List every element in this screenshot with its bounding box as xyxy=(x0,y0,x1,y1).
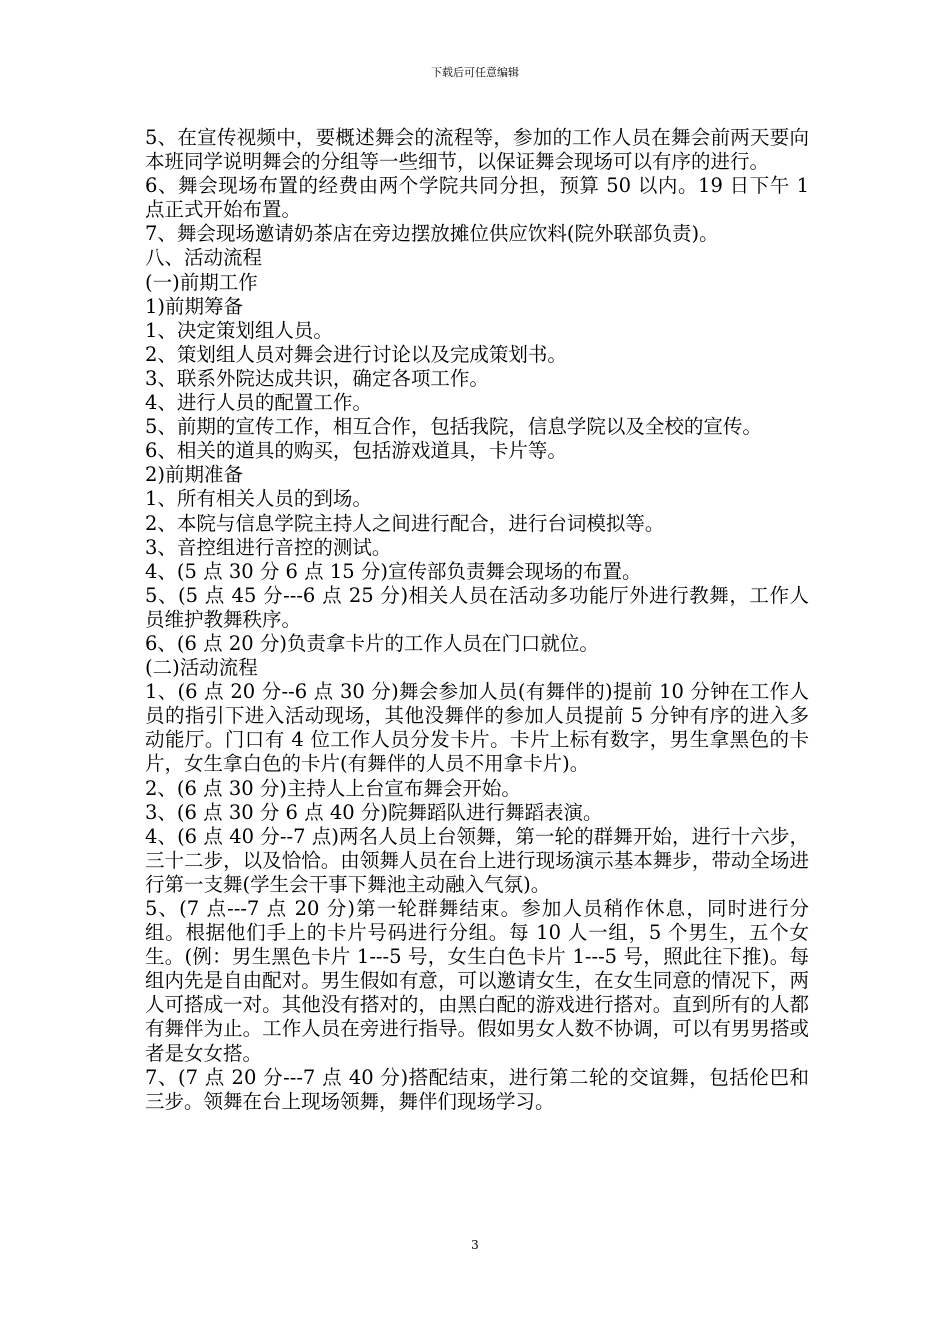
paragraph: 5、(5 点 45 分---6 点 25 分)相关人员在活动多功能厅外进行教舞，工作人员维护教舞秩序。 xyxy=(145,583,809,631)
paragraph: 7、(7 点 20 分---7 点 40 分)搭配结束，进行第二轮的交谊舞，包括伦巴和三步。领舞在台上现场领舞，舞伴们现场学习。 xyxy=(145,1065,809,1113)
page-number: 3 xyxy=(471,1238,479,1252)
section-heading: 八、活动流程 xyxy=(145,246,263,270)
paragraph: 5、前期的宣传工作，相互合作，包括我院，信息学院以及全校的宣传。 xyxy=(145,415,762,439)
paragraph: 3、联系外院达成共识，确定各项工作。 xyxy=(145,366,489,390)
document-body xyxy=(145,126,809,1114)
subsection-heading: (二)活动流程 xyxy=(145,656,258,680)
paragraph: 2、(6 点 30 分)主持人上台宣布舞会开始。 xyxy=(145,776,521,800)
paragraph: 2、本院与信息学院主持人之间进行配合，进行台词模拟等。 xyxy=(145,511,665,535)
paragraph: 5、在宣传视频中，要概述舞会的流程等，参加的工作人员在舞会前两天要向本班同学说明舞会的分组等一些细节，以保证舞会现场可以有序的进行。 xyxy=(145,126,809,174)
paragraph: 6、相关的道具的购买，包括游戏道具，卡片等。 xyxy=(145,439,567,463)
paragraph: 1、决定策划组人员。 xyxy=(145,318,333,342)
paragraph: 4、(5 点 30 分 6 点 15 分)宣传部负责舞会现场的布置。 xyxy=(145,559,642,583)
paragraph: 7、舞会现场邀请奶茶店在旁边摆放摊位供应饮料(院外联部负责)。 xyxy=(145,222,719,246)
page-header: 下载后可任意编辑 xyxy=(431,66,519,79)
paragraph: 4、进行人员的配置工作。 xyxy=(145,391,372,415)
paragraph: 4、(6 点 40 分--7 点)两名人员上台领舞，第一轮的群舞开始，进行十六步，三十二步，以及恰恰。由领舞人员在台上进行现场演示基本舞步，带动全场进行第一支舞(学生会干事下舞池主动融入气氛)。 xyxy=(145,824,809,896)
paragraph: 3、(6 点 30 分 6 点 40 分)院舞蹈队进行舞蹈表演。 xyxy=(145,800,603,824)
subsection-heading: 2)前期准备 xyxy=(145,463,244,487)
paragraph: 2、策划组人员对舞会进行讨论以及完成策划书。 xyxy=(145,342,567,366)
subsection-heading: (一)前期工作 xyxy=(145,270,258,294)
paragraph: 3、音控组进行音控的测试。 xyxy=(145,535,392,559)
paragraph: 6、(6 点 20 分)负责拿卡片的工作人员在门口就位。 xyxy=(145,631,599,655)
paragraph: 1、(6 点 20 分--6 点 30 分)舞会参加人员(有舞伴的)提前 10 分钟在工作人员的指引下进入活动现场，其他没舞伴的参加人员提前 5 分钟有序的进入多动能厅。门口有 4 位工作人员分发卡片。卡片上标有数字，男生拿黑色的卡片，女生拿白色的卡片(有舞伴的人员不用拿卡片)。 xyxy=(145,680,809,776)
paragraph: 1、所有相关人员的到场。 xyxy=(145,487,372,511)
paragraph: 6、舞会现场布置的经费由两个学院共同分担，预算 50 以内。19 日下午 1 点正式开始布置。 xyxy=(145,174,809,222)
paragraph: 5、(7 点---7 点 20 分)第一轮群舞结束。参加人员稍作休息，同时进行分组。根据他们手上的卡片号码进行分组。每 10 人一组，5 个男生，五个女生。(例：男生黑色卡片 1---5 号，女生白色卡片 1---5 号，照此往下推)。每组内先是自由配对。男生假如有意，可以邀请女生，在女生同意的情况下，两人可搭成一对。其他没有搭对的，由黑白配的游戏进行搭对。直到所有的人都有舞伴为止。工作人员在旁进行指导。假如男女人数不协调，可以有男男搭或者是女女搭。 xyxy=(145,897,809,1065)
subsection-heading: 1)前期筹备 xyxy=(145,294,244,318)
